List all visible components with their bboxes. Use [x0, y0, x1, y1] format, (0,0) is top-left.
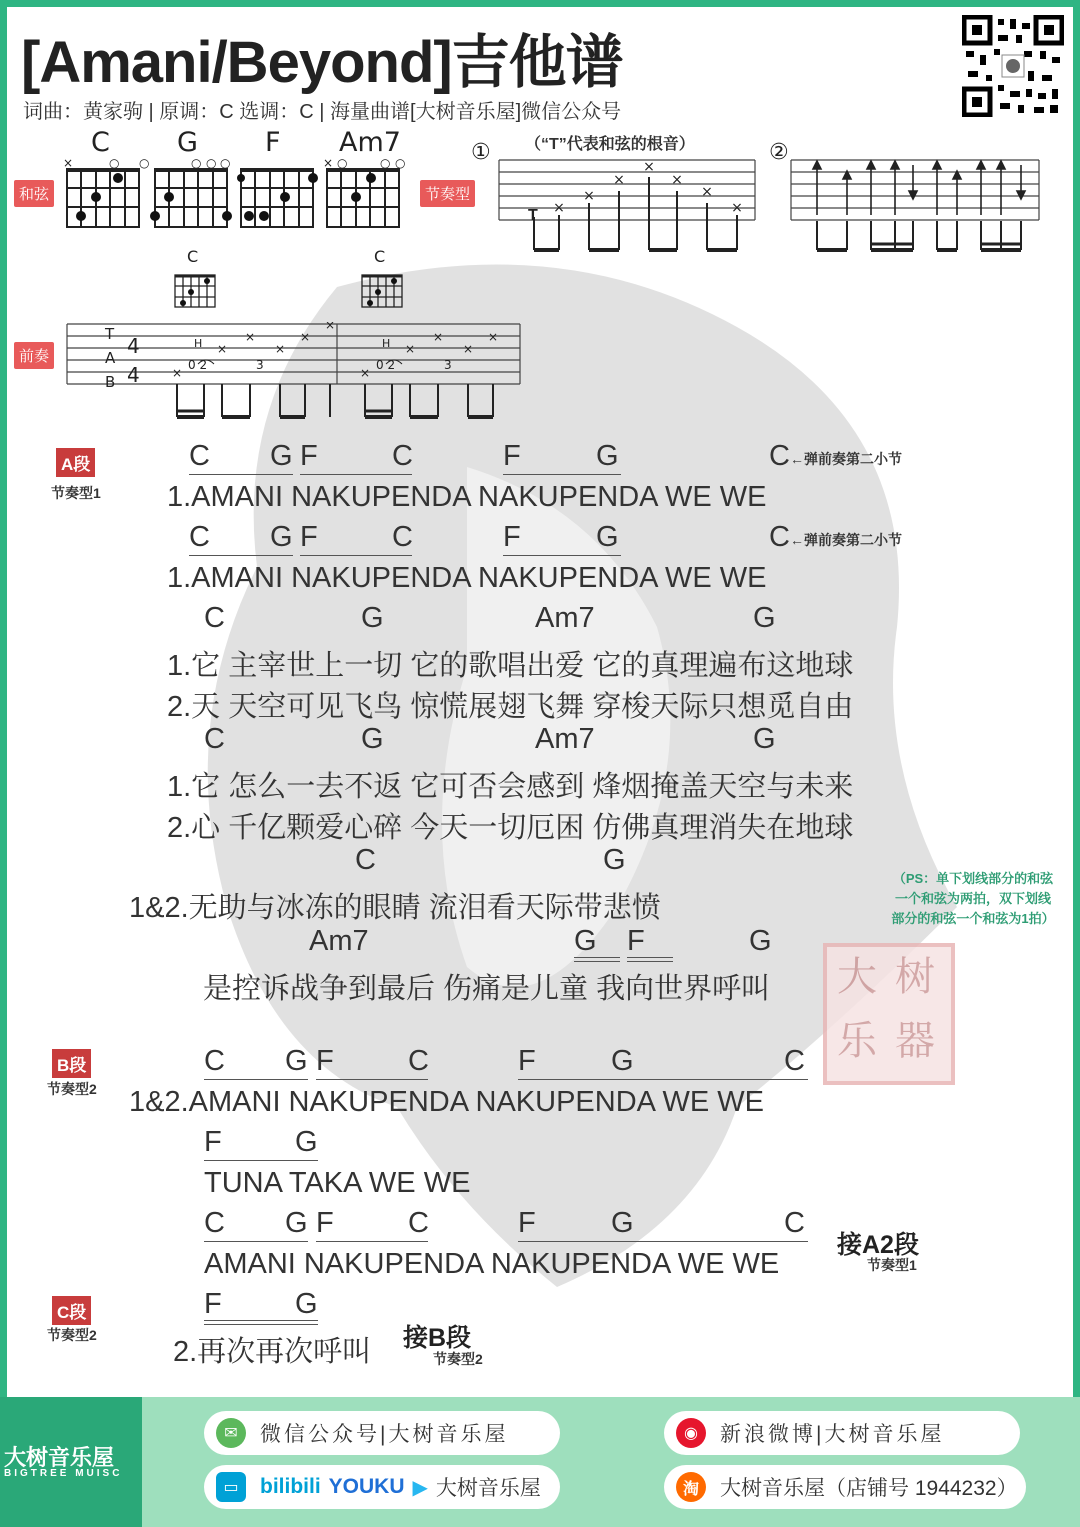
chord: Am7 [535, 602, 595, 634]
chord: C [408, 1207, 429, 1239]
chord: F [204, 1126, 222, 1158]
intro-chord-2: C [374, 247, 386, 266]
chord: Am7 [535, 723, 595, 755]
lyric-line: 1.它 怎么一去不返 它可否会感到 烽烟掩盖天空与未来 [167, 771, 854, 803]
svg-text:×: × [323, 157, 334, 170]
play-intro-note: ←弹前奏第二小节 [790, 532, 902, 548]
underline [204, 1079, 308, 1080]
section-a-label: A段 [56, 448, 95, 477]
chord-diagrams [59, 157, 409, 235]
underline [189, 555, 293, 556]
svg-text:×: × [274, 342, 286, 356]
chord: F [204, 1288, 222, 1320]
tab-fret-2: 3 [256, 358, 264, 372]
svg-text:○: ○ [380, 157, 391, 170]
lyric-line: 是控诉战争到最后 伤痛是儿童 我向世界呼叫 [203, 973, 771, 1005]
underline [204, 1320, 318, 1321]
brand-name-en: BIGTREE MUISC [4, 1468, 123, 1479]
stamp-char: 大 [837, 954, 877, 1000]
underline [316, 1241, 428, 1242]
underline [316, 1079, 428, 1080]
svg-text:○: ○ [220, 157, 231, 170]
bilibili-tv-icon: ▭ [216, 1472, 246, 1502]
chord: G [285, 1045, 308, 1077]
brand-box [0, 1397, 142, 1527]
chord: C [769, 440, 790, 472]
page-subtitle: 词曲：黄家驹 | 原调：C 选调：C | 海量曲谱[大树音乐屋]微信公众号 [23, 101, 622, 123]
chord: F [300, 440, 318, 472]
chord: G [596, 440, 619, 472]
chord-name-c: C [91, 127, 110, 158]
ps-note [875, 869, 1071, 929]
chord: C [784, 1045, 805, 1077]
underline [503, 474, 621, 475]
weibo-pill[interactable] [664, 1411, 1020, 1455]
section-a-rhythm: 节奏型1 [51, 485, 101, 501]
qr-code-icon[interactable] [962, 15, 1064, 117]
svg-text:○: ○ [139, 157, 150, 170]
brand-name: 大树音乐屋 [4, 1445, 115, 1470]
lyric-line: 1.AMANI NAKUPENDA NAKUPENDA WE WE [167, 481, 767, 513]
lyric-line: AMANI NAKUPENDA NAKUPENDA WE WE [204, 1248, 780, 1280]
stamp-seal [823, 943, 955, 1085]
underline [204, 1241, 308, 1242]
chord: G [361, 602, 384, 634]
rhythm1-number: ① [471, 140, 491, 165]
svg-text:×: × [299, 330, 311, 344]
time-sig-bottom: 4 [127, 363, 140, 387]
tab-a-letter: A [105, 349, 116, 367]
stamp-char: 树 [895, 954, 935, 1000]
tab-fret-3: 0 2 [376, 358, 396, 372]
rhythm2-number: ② [769, 140, 789, 165]
tab-t-letter: T [105, 325, 115, 343]
svg-text:×: × [671, 172, 683, 188]
section-c-rhythm: 节奏型2 [47, 1327, 97, 1343]
section-b-label: B段 [52, 1049, 91, 1078]
wechat-icon: ✉ [216, 1418, 246, 1448]
svg-text:×: × [244, 330, 256, 344]
stamp-char: 器 [895, 1018, 935, 1064]
jump-to-b: 接B段 [403, 1324, 472, 1352]
chord: C [204, 602, 225, 634]
wechat-text: 微信公众号|大树音乐屋 [260, 1423, 509, 1446]
tab-b-letter: B [105, 373, 116, 391]
chord: C [204, 723, 225, 755]
chord-name-g: G [177, 127, 198, 158]
underline [627, 957, 673, 958]
chord: G [270, 521, 293, 553]
chord: G [753, 723, 776, 755]
video-channel-text: 大树音乐屋 [435, 1477, 541, 1500]
chord: C [392, 440, 413, 472]
svg-text:×: × [324, 322, 336, 332]
underline [627, 961, 673, 962]
chord: G [295, 1126, 318, 1158]
svg-text:×: × [404, 342, 416, 356]
chord: G [753, 602, 776, 634]
svg-text:○: ○ [191, 157, 202, 170]
chord: F [518, 1207, 536, 1239]
intro-chord-1: C [187, 247, 199, 266]
chord: G [295, 1288, 318, 1320]
chord-name-am7: Am7 [339, 127, 401, 158]
chord: C [189, 521, 210, 553]
section-c-label: C段 [52, 1296, 91, 1325]
chord: G [574, 925, 597, 957]
chord: C [189, 440, 210, 472]
svg-text:×: × [171, 366, 183, 380]
lyric-line: 2.天 天空可见飞鸟 惊慌展翅飞舞 穿梭天际只想觅自由 [167, 691, 854, 723]
intro-chord-diagrams [167, 265, 417, 313]
lyric-line: 1.AMANI NAKUPENDA NAKUPENDA WE WE [167, 562, 767, 594]
bilibili-text: bilibili [260, 1475, 321, 1498]
hammer-on-2: H [382, 337, 391, 350]
svg-text:×: × [359, 366, 371, 380]
chord: G [611, 1207, 634, 1239]
weibo-text: 新浪微博|大树音乐屋 [720, 1423, 945, 1446]
lyric-line: 2.再次再次呼叫 [173, 1336, 372, 1368]
svg-text:×: × [613, 172, 625, 188]
rhythm1-staff [497, 155, 762, 255]
stamp-char: 乐 [837, 1018, 877, 1064]
chord: C [204, 1045, 225, 1077]
jump-a2-rhythm: 节奏型1 [867, 1257, 917, 1273]
sheet [7, 7, 1073, 1397]
footer [0, 1397, 1080, 1527]
chord: G [749, 925, 772, 957]
rhythm1-root-marker: T [528, 207, 538, 224]
taobao-pill[interactable] [664, 1465, 1026, 1509]
jump-to-a2: 接A2段 [837, 1231, 919, 1259]
ps-line: （PS：单下划线部分的和弦 [892, 871, 1054, 886]
ps-line: 一个和弦为两拍，双下划线 [894, 891, 1051, 906]
youku-text: YOUKU [328, 1475, 405, 1498]
svg-text:×: × [553, 200, 565, 216]
rhythm-label: 节奏型 [420, 180, 475, 207]
lyric-line: 1.它 主宰世上一切 它的歌唱出爱 它的真理遍布这地球 [167, 650, 854, 682]
underline [204, 1160, 318, 1161]
underline [300, 555, 412, 556]
chord: Am7 [309, 925, 369, 957]
chord: F [300, 521, 318, 553]
video-pill[interactable] [204, 1465, 560, 1509]
chord: G [596, 521, 619, 553]
lyric-line: 1&2.AMANI NAKUPENDA NAKUPENDA WE WE [129, 1086, 764, 1118]
svg-text:×: × [487, 330, 499, 344]
svg-text:×: × [701, 184, 713, 200]
taobao-text: 大树音乐屋（店铺号 1944232） [720, 1477, 1018, 1500]
lyric-line: 1&2.无助与冰冻的眼睛 流泪看天际带悲愤 [129, 892, 661, 924]
underline [204, 1324, 318, 1325]
chord-name-f: F [265, 127, 281, 158]
chord: F [503, 440, 521, 472]
jump-b-rhythm: 节奏型2 [433, 1351, 483, 1367]
chord: C [392, 521, 413, 553]
time-sig-top: 4 [127, 334, 140, 358]
chord: G [270, 440, 293, 472]
section-b-rhythm: 节奏型2 [47, 1081, 97, 1097]
svg-text:○: ○ [109, 157, 120, 170]
chord: F [503, 521, 521, 553]
chord: C [355, 844, 376, 876]
chord: G [361, 723, 384, 755]
rhythm2-staff [789, 155, 1047, 255]
wechat-pill[interactable] [204, 1411, 560, 1455]
chord: G [285, 1207, 308, 1239]
underline [189, 474, 293, 475]
svg-text:×: × [216, 342, 228, 356]
lyric-line: TUNA TAKA WE WE [204, 1167, 471, 1199]
svg-text:×: × [643, 159, 655, 175]
chord: C [204, 1207, 225, 1239]
svg-text:×: × [432, 330, 444, 344]
chord: C [784, 1207, 805, 1239]
page-title: [Amani/Beyond]吉他谱 [21, 30, 623, 95]
chord: C [769, 521, 790, 553]
chords-label: 和弦 [14, 180, 54, 207]
chord: F [518, 1045, 536, 1077]
tab-fret-4: 3 [444, 358, 452, 372]
underline [300, 474, 412, 475]
play-intro-note: ←弹前奏第二小节 [790, 451, 902, 467]
svg-text:×: × [731, 200, 743, 216]
svg-text:○: ○ [206, 157, 217, 170]
chord: F [316, 1207, 334, 1239]
svg-text:×: × [583, 188, 595, 204]
youku-play-icon: ▶ [412, 1476, 428, 1499]
underline [518, 1079, 808, 1080]
hammer-on-1: H [194, 337, 203, 350]
underline [574, 957, 620, 958]
underline [574, 961, 620, 962]
svg-text:○: ○ [395, 157, 406, 170]
chord: G [611, 1045, 634, 1077]
chord: F [627, 925, 645, 957]
chord: F [316, 1045, 334, 1077]
weibo-icon: ◉ [676, 1418, 706, 1448]
rhythm1-caption: （“T”代表和弦的根音） [525, 136, 695, 153]
underline [518, 1241, 808, 1242]
chord: G [603, 844, 626, 876]
ps-line: 部分的和弦一个和弦为1拍） [891, 911, 1055, 926]
svg-text:×: × [462, 342, 474, 356]
svg-text:○: ○ [337, 157, 348, 170]
lyric-line: 2.心 千亿颗爱心碎 今天一切厄困 仿佛真理消失在地球 [167, 812, 854, 844]
intro-label: 前奏 [14, 342, 54, 369]
underline [503, 555, 621, 556]
chord: C [408, 1045, 429, 1077]
svg-text:×: × [63, 157, 74, 170]
tab-fret-1: 0 2 [188, 358, 208, 372]
taobao-icon: 淘 [676, 1472, 706, 1502]
